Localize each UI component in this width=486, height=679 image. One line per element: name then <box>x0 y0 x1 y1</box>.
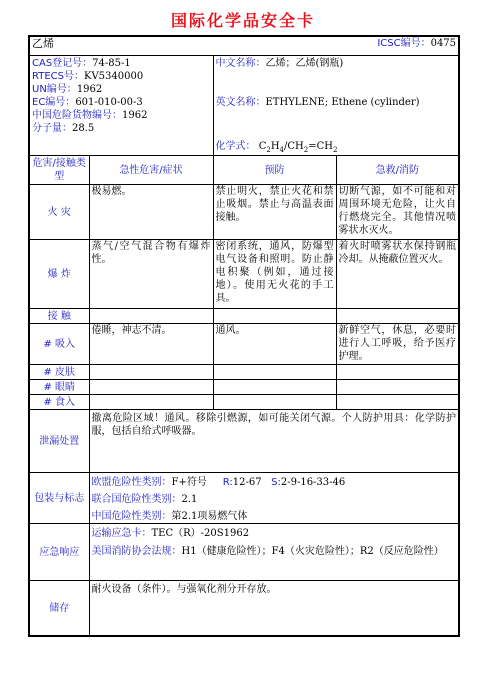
nfpa-line: 美国消防协会法规：H1（健康危险性）；F4（火灾危险性）；R2（反应危险性） <box>91 546 444 557</box>
storage-text: 耐火设备（条件）。与强氧化剂分开存放。 <box>89 581 459 637</box>
eu-class-line: 欧盟危险性类别：F+符号 R:12-67 S:2-9-16-33-46 <box>91 477 346 488</box>
skin-label: # 皮肤 <box>29 365 89 380</box>
un-class-line: 联合国危险性类别：2.1 <box>91 494 198 505</box>
inhale-prevention: 通风。 <box>213 324 336 365</box>
storage-label: 储存 <box>29 581 89 637</box>
explosion-symptoms: 蒸气/空气混合物有爆炸性。 <box>89 240 213 309</box>
inhale-label: # 吸入 <box>29 324 89 365</box>
identifiers-row <box>29 56 459 156</box>
skin-row <box>29 365 459 380</box>
cn-name-line: 中文名称：乙烯；乙烯(钢瓶) <box>215 58 344 69</box>
packaging-label: 包装与标志 <box>29 473 89 524</box>
spill-row <box>29 410 459 473</box>
transport-line: 运输应急卡：TEC（R）-20S1962 <box>91 528 250 539</box>
inhale-symptoms: 倦睡，神志不清。 <box>89 324 213 365</box>
fire-row <box>29 185 459 240</box>
un-line: UN编号：1962 <box>32 84 103 95</box>
icsc-number: ICSC编号：0475 <box>377 38 457 49</box>
explosion-label: 爆 炸 <box>29 240 89 309</box>
explosion-row <box>29 240 459 309</box>
eyes-row <box>29 380 459 395</box>
contact-row <box>29 309 459 324</box>
safety-card-table <box>28 35 460 637</box>
cas-line: CAS登记号：74-85-1 <box>32 58 131 69</box>
rtecs-line: RTECS号：KV5340000 <box>32 71 144 82</box>
col-header-firstaid: 急救/消防 <box>336 156 459 185</box>
emergency-label: 应急响应 <box>29 524 89 581</box>
formula-line: 化学式： $C_2H_4/CH_2=CH_2$ <box>215 141 338 154</box>
ingest-row <box>29 395 459 410</box>
column-header-row <box>29 156 459 185</box>
storage-row <box>29 581 459 637</box>
packaging-row <box>29 473 459 524</box>
name-row <box>29 36 459 56</box>
contact-label: 接 触 <box>29 309 89 324</box>
chemical-formula: $C_2H_4/CH_2=CH_2$ <box>258 141 338 154</box>
ingest-label: # 食入 <box>29 395 89 410</box>
inhale-row <box>29 324 459 365</box>
cn-danger-line: 中国危险货物编号：1962 <box>32 110 148 121</box>
inhale-firstaid: 新鲜空气，休息，必要时进行人工呼吸，给予医疗护理。 <box>336 324 459 365</box>
mw-line: 分子量：28.5 <box>32 123 95 134</box>
col-header-prevention: 预防 <box>213 156 336 185</box>
eyes-label: # 眼睛 <box>29 380 89 395</box>
fire-prevention: 禁止明火，禁止火花和禁止吸烟。禁止与高温表面接触。 <box>213 185 336 240</box>
ec-line: EC编号：601-010-00-3 <box>32 97 143 108</box>
fire-firstaid: 切断气源，如不可能和对周围环境无危险，让火自行燃烧完全。其他情况喷雾状水灭火。 <box>336 185 459 240</box>
spill-label: 泄漏处置 <box>29 410 89 473</box>
chemical-name: 乙烯 <box>32 37 54 50</box>
emergency-row <box>29 524 459 581</box>
col-header-symptoms: 急性危害/症状 <box>89 156 213 185</box>
spill-text: 撤离危险区域！通风。移除引燃源，如可能关闭气源。个人防护用具：化学防护服，包括自给式呼吸器。 <box>89 410 459 473</box>
fire-symptoms: 极易燃。 <box>89 185 213 240</box>
col-header-type: 危害/接触类型 <box>29 156 89 185</box>
explosion-firstaid: 着火时喷雾状水保持钢瓶冷却。从掩蔽位置灭火。 <box>336 240 459 309</box>
cn-class-line: 中国危险性类别：第2.1项易燃气体 <box>91 511 248 522</box>
en-name-line: 英文名称：ETHYLENE; Ethene (cylinder) <box>215 97 420 108</box>
explosion-prevention: 密闭系统，通风，防爆型电气设备和照明。防止静电积聚（例如，通过接地）。使用无火花的手工具。 <box>213 240 336 309</box>
fire-label: 火 灾 <box>29 185 89 240</box>
card-title: 国际化学品安全卡 <box>170 11 315 30</box>
